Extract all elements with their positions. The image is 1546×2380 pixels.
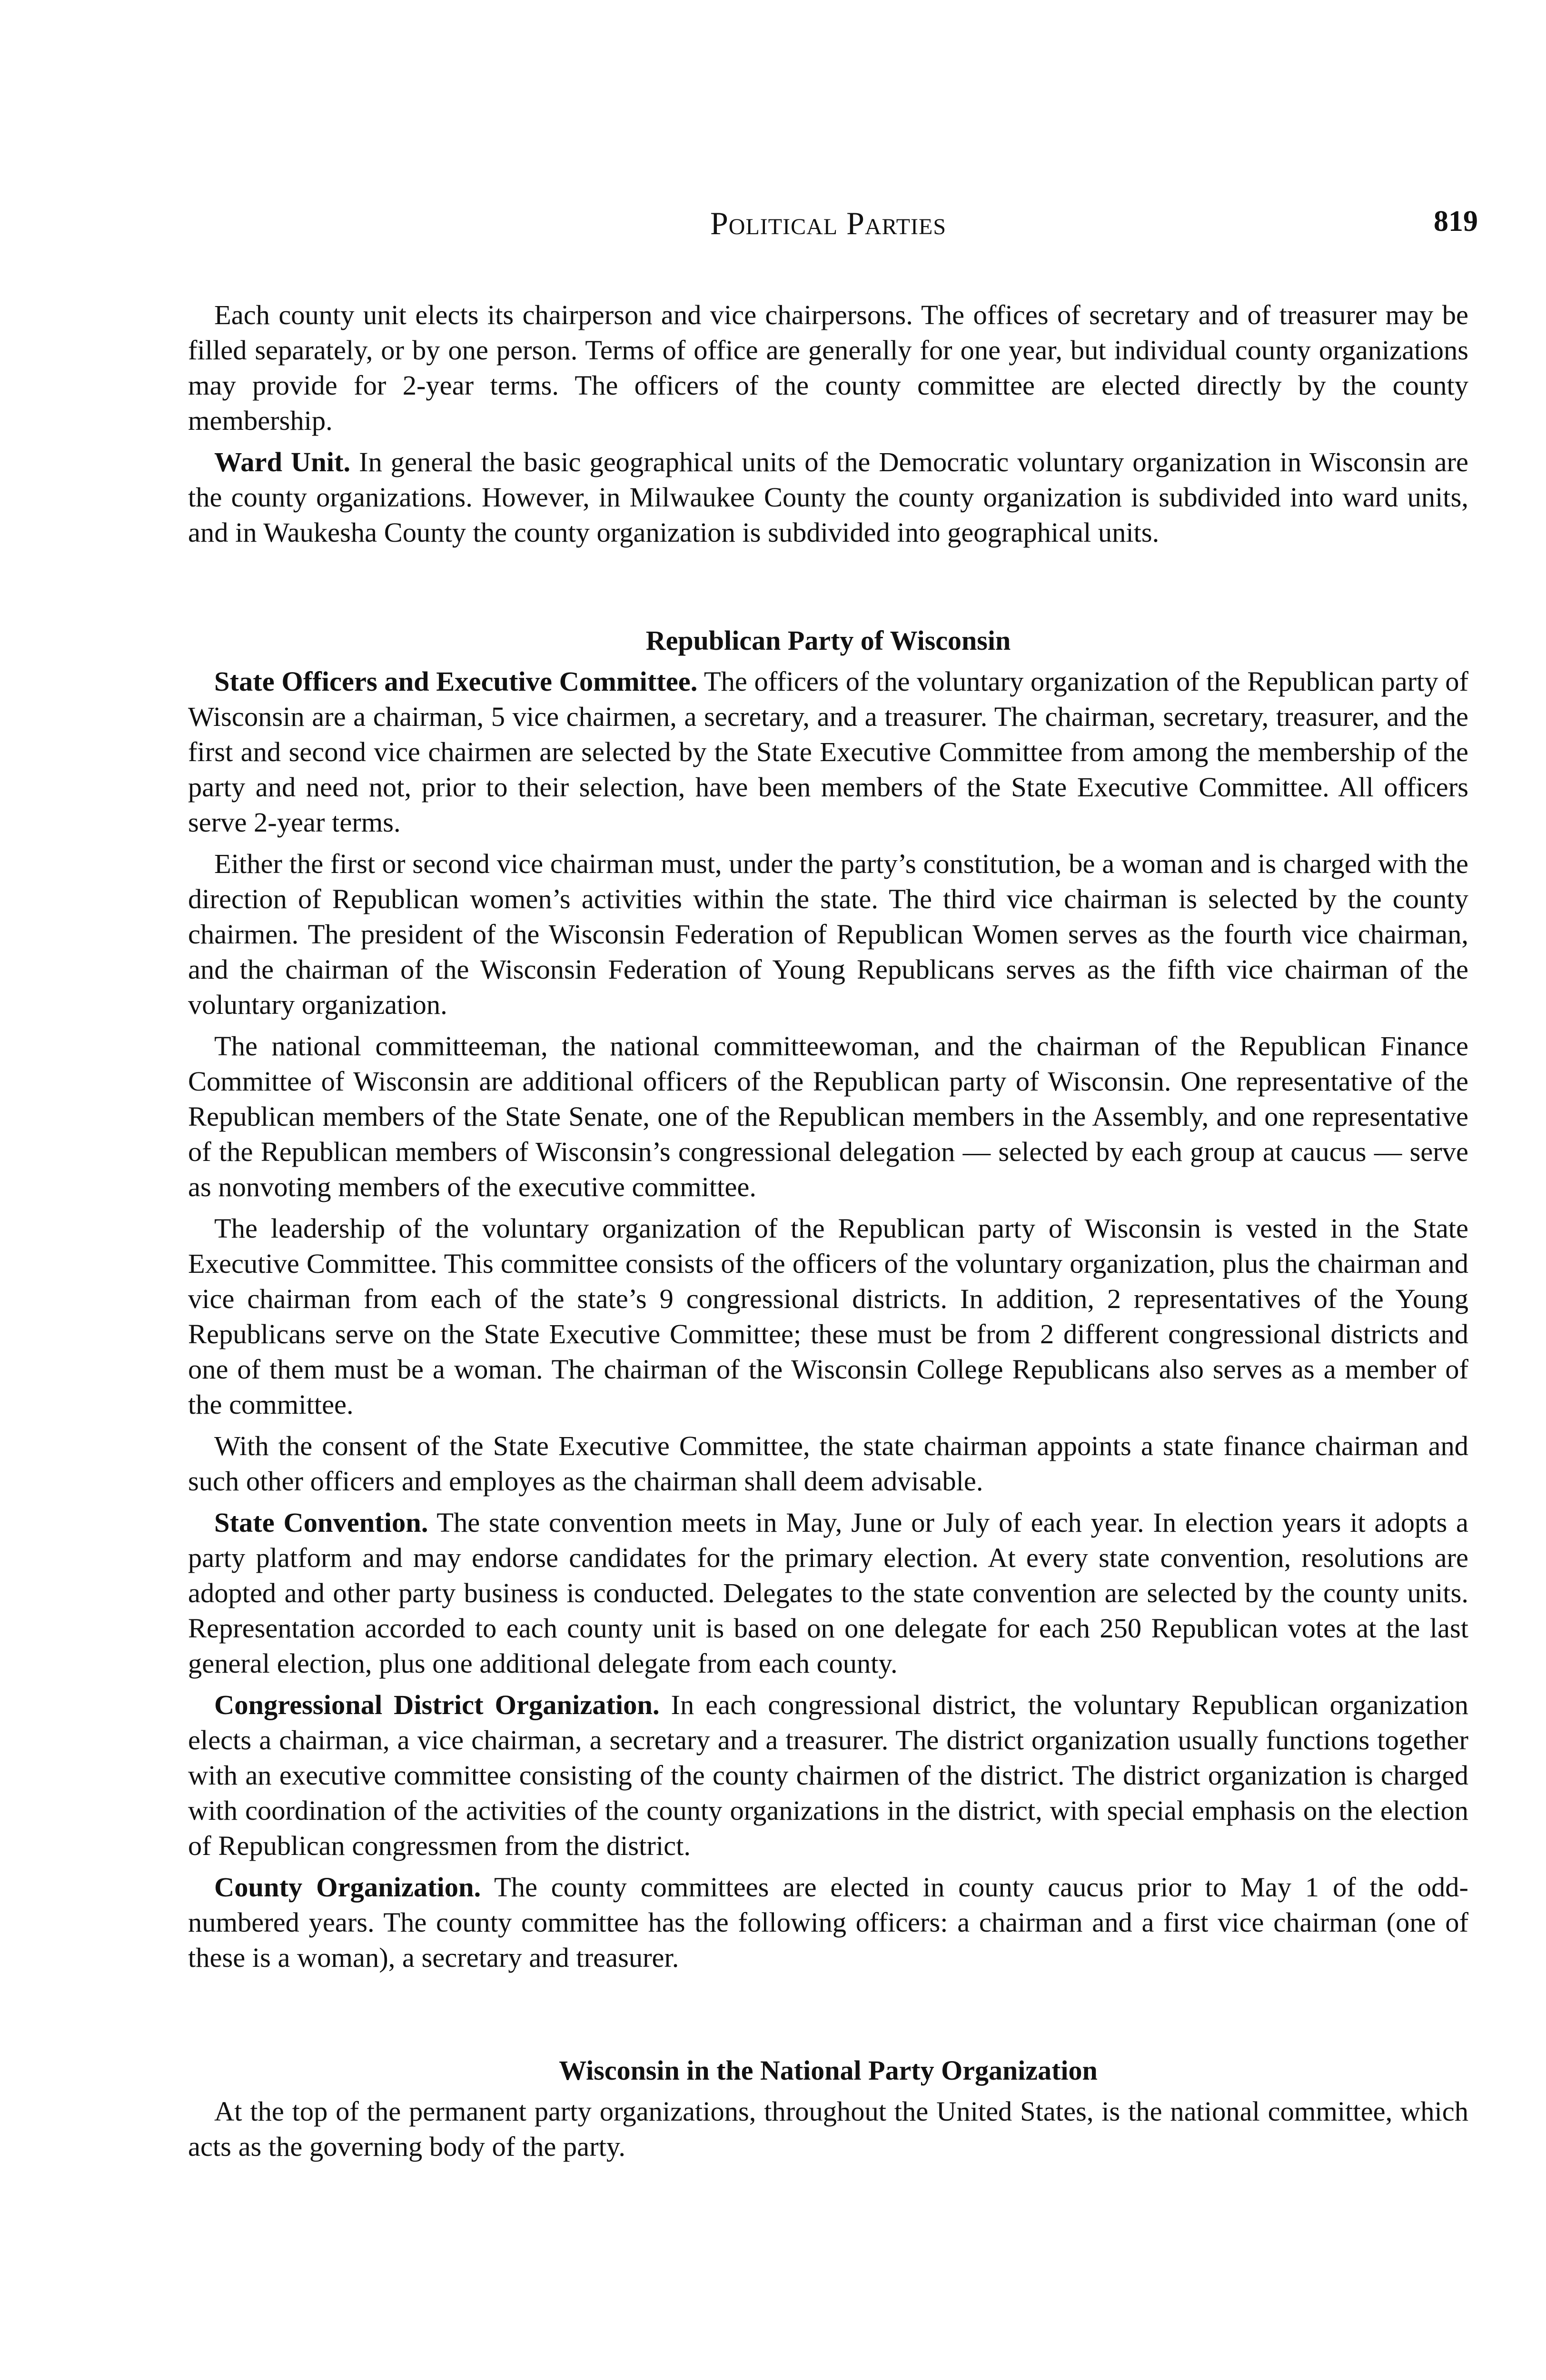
county-unit-paragraph: Each county unit elects its chairperson and vice chairpersons. The offices of secretary and of treasurer may be filled separately, or by one person. Terms of office are generally for one year, but individual county organizations may provide for 2-year terms. The officers of the county committee are elected directly by the county membership.: [188, 299, 1468, 436]
county-organization-label: County Organization.: [214, 1872, 481, 1903]
running-head: [188, 205, 1478, 252]
page-number: 819: [1434, 205, 1478, 238]
running-title: Political Parties: [710, 205, 947, 241]
state-officers-text: The officers of the voluntary organization of the Republican party of Wisconsin are a chairman, 5 vice chairmen, a secretary, and a treasurer. The chairman, secretary, treasurer, and the first and second vice chairmen are selected by the State Executive Committee from among the membership of the party and need not, prior to their selection, have been members of the State Executive Committee. All officers serve 2-year terms.: [188, 666, 1468, 838]
vice-chairman-paragraph: Either the first or second vice chairman must, under the party’s constitution, be a woman and is charged with the direction of Republican women’s activities within the state. The third vice chairman is selected by the county chairmen. The president of the Wisconsin Federation of Republican Women serves as the fourth vice chairman, and the chairman of the Wisconsin Federation of Young Republicans serves as the fifth vice chairman of the voluntary organization.: [188, 848, 1468, 1020]
national-organization-paragraph: At the top of the permanent party organizations, throughout the United States, is the national committee, which acts as the governing body of the party.: [188, 2096, 1468, 2162]
section-spacer: [188, 1982, 1468, 2053]
state-convention-label: State Convention.: [214, 1507, 428, 1538]
ward-unit-text: In general the basic geographical units of the Democratic voluntary organization in Wisconsin are the county organizations. However, in Milwaukee County the county organization is subdivided into ward units, and in Waukesha County the county organization is subdivided into geographical units.: [188, 446, 1468, 548]
consent-paragraph: With the consent of the State Executive Committee, the state chairman appoints a state finance chairman and such other officers and employes as the chairman shall deem advisable.: [188, 1430, 1468, 1497]
county-organization-text: The county committees are elected in county caucus prior to May 1 of the odd-numbered years. The county committee has the following officers: a chairman and a first vice chairman (one of these is a woman), a secretary and treasurer.: [188, 1872, 1468, 1973]
republican-party-heading: Republican Party of Wisconsin: [645, 625, 1011, 656]
ward-unit-paragraph: [188, 445, 1468, 550]
congressional-district-paragraph: [188, 1687, 1468, 1864]
state-convention-text: The state convention meets in May, June or July of each year. In election years it adopts a party platform and may endorse candidates for the primary election. At every state convention, resolutions are adopted and other party business is conducted. Delegates to the state convention are selected by the county units. Representation accorded to each county unit is based on one delegate for each 250 Republican votes at the last general election, plus one additional delegate from each county.: [188, 1507, 1468, 1679]
county-organization-paragraph: [188, 1870, 1468, 1975]
national-committeeman-paragraph: The national committeeman, the national committeewoman, and the chairman of the Republican Finance Committee of Wisconsin are additional officers of the Republican party of Wisconsin. One representative of the Republican members of the State Senate, one of the Republican members in the Assembly, and one representative of the Republican members of Wisconsin’s congressional delegation — selected by each group at caucus — serve as nonvoting members of the executive committee.: [188, 1031, 1468, 1202]
national-organization-heading: Wisconsin in the National Party Organization: [559, 2055, 1098, 2086]
state-officers-paragraph: [188, 664, 1468, 840]
state-convention-paragraph: [188, 1505, 1468, 1681]
leadership-paragraph: The leadership of the voluntary organization of the Republican party of Wisconsin is vested in the State Executive Committee. This committee consists of the officers of the voluntary organization, plus the chairman and vice chairman from each of the state’s 9 congressional districts. In addition, 2 representatives of the Young Republicans serve on the State Executive Committee; these must be from 2 different congressional districts and one of them must be a woman. The chairman of the Wisconsin College Republicans also serves as a member of the committee.: [188, 1213, 1468, 1420]
congressional-district-label: Congressional District Organization.: [214, 1689, 660, 1720]
state-officers-label: State Officers and Executive Committee.: [214, 666, 698, 697]
congressional-district-text: In each congressional district, the voluntary Republican organization elects a chairman, a vice chairman, a secretary and a treasurer. The district organization usually functions together with an executive committee consisting of the county chairmen of the district. The district organization is charged with coordination of the activities of the county organizations in the district, with special emphasis on the election of Republican congressmen from the district.: [188, 1689, 1468, 1861]
ward-unit-label: Ward Unit.: [214, 446, 351, 477]
section-spacer: [188, 556, 1468, 623]
body-text: [188, 298, 1468, 2171]
